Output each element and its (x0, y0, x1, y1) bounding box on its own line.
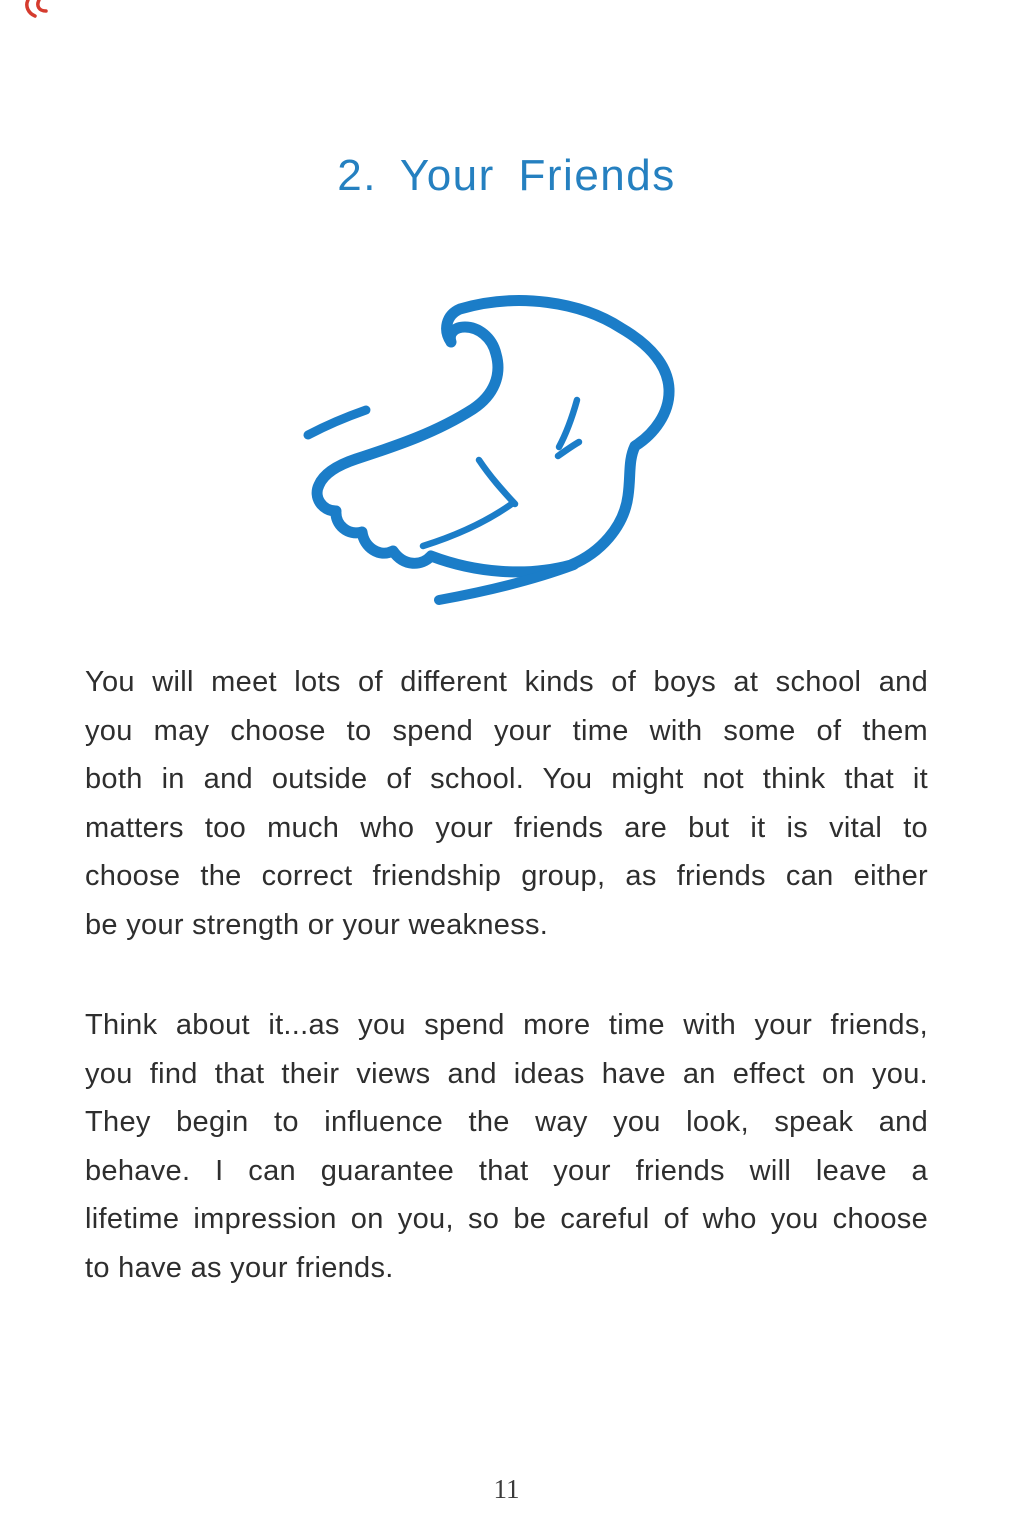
paragraph-2 (85, 1001, 928, 1292)
text-line: They begin to influence the way you look, speak and (85, 1106, 928, 1138)
text-line: you find that their views and ideas have an effect on you. (85, 1057, 928, 1090)
body-text (85, 658, 928, 1292)
text-line: choose the correct friendship group, as friends can either (85, 860, 928, 892)
page-number: 11 (493, 1474, 520, 1504)
page-title: 2. Your Friends (337, 151, 676, 200)
text-line: to have as your friends. (85, 1251, 394, 1284)
text-line: both in and outside of school. You might not think that it (85, 763, 928, 795)
text-line: You will meet lots of different kinds of boys at school and (85, 666, 928, 698)
text-line: behave. I can guarantee that your friends will leave a (85, 1154, 928, 1187)
open-hand-illustration (283, 288, 703, 618)
text-line: be your strength or your weakness. (85, 908, 549, 941)
red-pen-mark (20, 0, 52, 22)
text-line: Think about it...as you spend more time with your friends, (85, 1009, 928, 1041)
paragraph-1 (85, 658, 928, 949)
text-line: lifetime impression on you, so be careful of who you choose (85, 1203, 928, 1235)
text-line: matters too much who your friends are but it is vital to (85, 811, 928, 844)
text-line: you may choose to spend your time with some of them (85, 714, 928, 747)
